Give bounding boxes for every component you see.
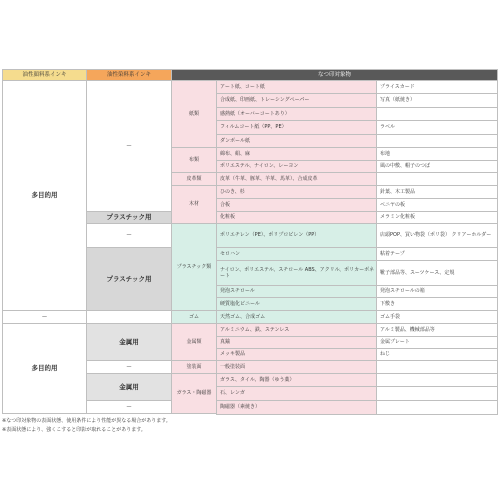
material-cell: アート紙、コート紙: [216, 80, 377, 94]
category-wood: 木材: [171, 185, 217, 224]
category-glass-ceramic: ガラス・陶磁器: [171, 373, 217, 414]
material-cell: 硬質塩化ビニール: [216, 297, 377, 311]
plastic-use-block: プラスチック用: [86, 247, 172, 311]
example-cell: 発泡スチロールの箱: [376, 285, 498, 298]
material-cell: 陶磁器（素焼き）: [216, 400, 377, 415]
material-cell: 天然ゴム、合成ゴム: [216, 310, 377, 324]
dye-dash-coated: —: [86, 360, 172, 374]
dye-dash-1: —: [86, 80, 172, 212]
material-cell: 石、レンガ: [216, 386, 377, 401]
footnote-2: ※表面状態により、強くこすると印影が取れることがあります。: [2, 427, 146, 433]
category-cloth: 布類: [171, 147, 217, 173]
example-cell: [376, 134, 498, 148]
category-coated: 塗装面: [171, 360, 217, 374]
example-cell: [376, 172, 498, 186]
category-rubber: ゴム: [171, 310, 217, 324]
dye-blank-rubber: [86, 310, 172, 324]
example-cell: 針葉、木工製品: [376, 185, 498, 199]
footnote-1: ※なつ印対象物の表面状態、使用条件により性能が異なる場合があります。: [2, 418, 171, 424]
material-cell: 化粧板: [216, 211, 377, 224]
example-cell: 写真（紙焼き）: [376, 93, 498, 108]
metal-use-1: 金属用: [86, 323, 172, 361]
category-plastic: プラスチック類: [171, 223, 217, 311]
material-cell: ポリエステル、ナイロン、レーヨン: [216, 160, 377, 173]
material-cell: ダンボール紙: [216, 134, 377, 148]
material-cell: 合成紙、印画紙、トレーシングペーパー: [216, 93, 377, 108]
material-cell: 真鍮: [216, 336, 377, 349]
example-cell: 布地: [376, 147, 498, 161]
material-cell: ひのき、杉: [216, 185, 377, 199]
material-cell: 合板: [216, 198, 377, 212]
example-cell: ベニヤの板: [376, 198, 498, 212]
material-cell: アルミニウム、鉄、ステンレス: [216, 323, 377, 337]
example-cell: ゴム手袋: [376, 310, 498, 324]
example-cell: 風の中敷、帽子のつば: [376, 160, 498, 173]
material-cell: 綿布、絹、麻: [216, 147, 377, 161]
example-cell: [376, 373, 498, 387]
example-cell: 靴子部品等、スーツケース、定規: [376, 260, 498, 286]
multi-purpose-pigment-1: 多目的用: [2, 80, 87, 311]
header-stamping-targets: なつ印対象物: [171, 69, 498, 81]
example-cell: メラミン化粧板: [376, 211, 498, 224]
material-cell: フィルムコート紙（PP、PE）: [216, 120, 377, 135]
header-dye-ink: 油性染料系インキ: [86, 69, 172, 81]
example-cell: 粘着テープ: [376, 247, 498, 261]
material-cell: 皮革（牛革、豚革、羊革、馬革）、合成皮革: [216, 172, 377, 186]
dye-dash-ceramic: —: [86, 400, 172, 414]
example-cell: [376, 107, 498, 121]
material-cell: ナイロン、ポリエステル、スチロール ABS、アクリル、ポリカーボネート: [216, 260, 377, 286]
multi-purpose-pigment-2: 多目的用: [2, 323, 87, 414]
category-paper: 紙類: [171, 80, 217, 148]
material-cell: 一般塗装面: [216, 360, 377, 374]
example-cell: [376, 386, 498, 401]
metal-use-2: 金属用: [86, 373, 172, 401]
category-leather: 皮革類: [171, 172, 217, 186]
example-cell: プライスカード: [376, 80, 498, 94]
material-cell: ガラス、タイル、陶器（ゆう薬）: [216, 373, 377, 387]
plastic-use-label: プラスチック用: [86, 211, 172, 224]
example-cell: ラベル: [376, 120, 498, 135]
example-cell: アルミ製品、機械部品等: [376, 323, 498, 337]
pigment-dash-rubber: —: [2, 310, 87, 324]
category-metal: 金属類: [171, 323, 217, 361]
example-cell: 下敷き: [376, 297, 498, 311]
material-cell: 感熱紙（オーバーコートあり）: [216, 107, 377, 121]
example-cell: [376, 400, 498, 415]
material-cell: セロハン: [216, 247, 377, 261]
material-cell: 発泡スチロール: [216, 285, 377, 298]
example-cell: [376, 360, 498, 374]
dye-dash-2: —: [86, 223, 172, 248]
example-cell: ねじ: [376, 348, 498, 361]
example-cell: 金属プレート: [376, 336, 498, 349]
material-cell: メッキ製品: [216, 348, 377, 361]
material-cell: ポリエチレン（PE）、ポリプロピレン（PP）: [216, 223, 377, 248]
example-cell: 店頭POP、買い物袋（ポリ袋） クリアーホルダー: [376, 223, 498, 248]
header-pigment-ink: 油性顔料系インキ: [2, 69, 87, 81]
